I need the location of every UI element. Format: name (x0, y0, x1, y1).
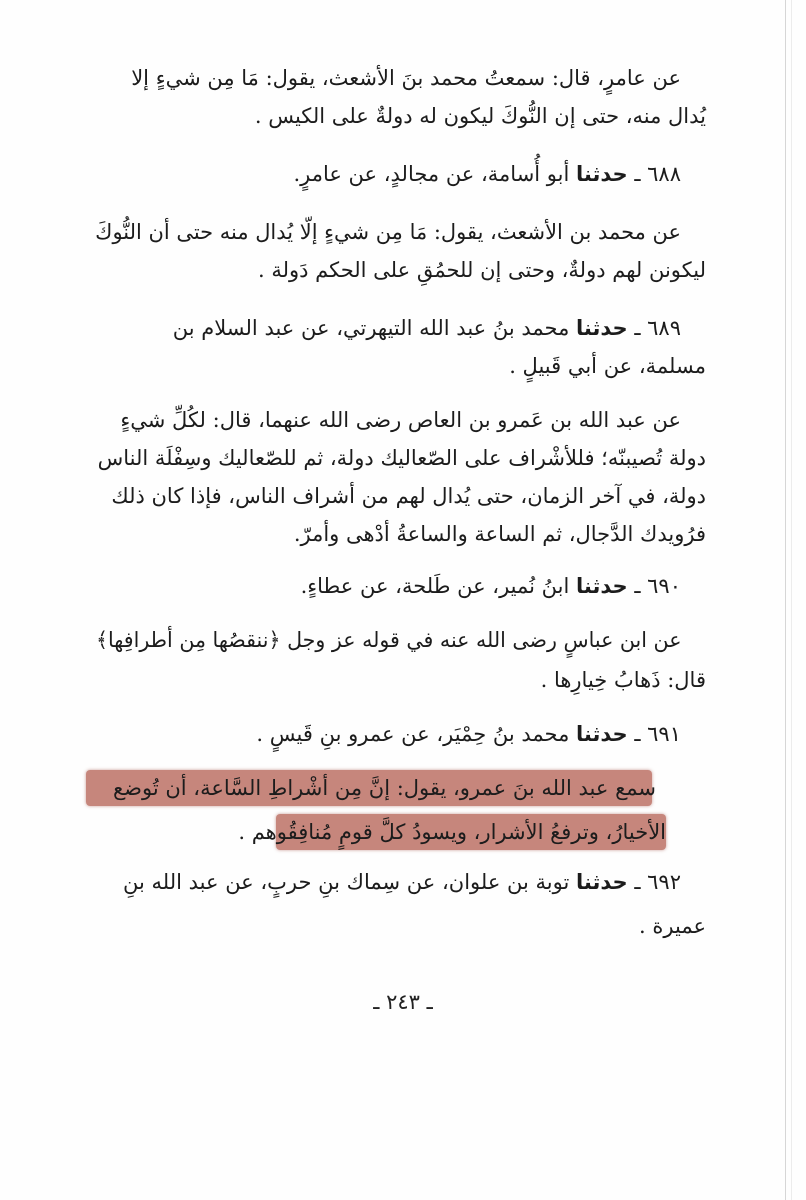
haddathana-keyword: حدثنا (576, 162, 628, 186)
hadith-chain-691 (256, 718, 681, 750)
haddathana-keyword: حدثنا (576, 870, 628, 894)
chain-continuation: مسلمة، عن أبي قَبيلٍ . (509, 354, 706, 378)
chain-text: توبة بن علوان، عن سِماك بنِ حربٍ، عن عبد الله بنِ (123, 870, 570, 894)
text-line: دولة، في آخر الزمان، حتى يُدال لهم من أشراف الناس، فإذا كان ذلك (111, 484, 706, 508)
haddathana-keyword: حدثنا (576, 316, 628, 340)
page-edge-line (785, 0, 786, 1200)
hadith-chain-690 (301, 570, 681, 602)
chain-text: محمد بنُ عبد الله التيهرتي، عن عبد السلام بن (172, 316, 570, 340)
page-number: ـ ٢٤٣ ـ (373, 990, 433, 1014)
hadith-chain-688 (293, 158, 681, 190)
text-line: يُدال منه، حتى إن النُّوكَ ليكون له دولةٌ على الكيس . (254, 104, 706, 128)
hadith-number: ٦٩٢ ـ (634, 870, 681, 894)
haddathana-keyword: حدثنا (576, 574, 628, 598)
hadith-number: ٦٨٨ ـ (634, 162, 681, 186)
text-line: عن عبد الله بن عَمرو بن العاص رضى الله عنهما، قال: لكُلِّ شيءٍ (120, 408, 681, 432)
text-line: عن ابن عباسٍ رضى الله عنه في قوله عز وجل ﴿ننقصُها مِن أطرافِها﴾ (95, 628, 681, 652)
hadith-number: ٦٩٠ ـ (634, 574, 681, 598)
text-line: ليكونن لهم دولةٌ، وحتى إن للحمُقِ على الحكم دَولة . (257, 258, 706, 282)
text-line: قال: ذَهابُ خِيارِها . (540, 668, 706, 692)
text-line: عن محمد بن الأشعث، يقول: مَا مِن شيءٍ إلّا يُدال منه حتى أن النُّوكَ (95, 220, 681, 244)
hadith-number: ٦٨٩ ـ (634, 316, 681, 340)
haddathana-keyword: حدثنا (576, 722, 628, 746)
text-line: دولة تُصيبنّه؛ فللأشْراف على الصّعاليك دولة، ثم للصّعاليك وسِفْلَة الناس (97, 446, 706, 470)
highlighted-text-line: الأخيارُ، وترفعُ الأشرار، ويسودُ كلَّ قومٍ مُنافِقُوهم . (238, 820, 666, 844)
text-line: فرُويدك الدَّجال، ثم الساعة والساعةُ أدْهى وأمرّ. (293, 522, 706, 546)
hadith-number: ٦٩١ ـ (634, 722, 681, 746)
chain-continuation: عميرة . (639, 914, 706, 938)
highlighted-text-line: سمع عبد الله بنَ عمرو، يقول: إنَّ مِن أشْراطِ السَّاعة، أن تُوضع (113, 776, 656, 800)
hadith-chain-692 (123, 866, 681, 898)
chain-text: أبو أُسامة، عن مجالدٍ، عن عامرٍ. (293, 162, 570, 186)
chain-text: ابنُ نُمير، عن طَلحة، عن عطاءٍ. (300, 574, 570, 598)
page-edge-line-outer (791, 0, 792, 1200)
text-line: عن عامرٍ، قال: سمعتُ محمد بنَ الأشعث، يقول: مَا مِن شيءٍ إلا (131, 66, 681, 90)
chain-text: محمد بنُ حِمْيَر، عن عمرو بنِ قَيسٍ . (256, 722, 570, 746)
hadith-chain-689 (173, 312, 681, 344)
